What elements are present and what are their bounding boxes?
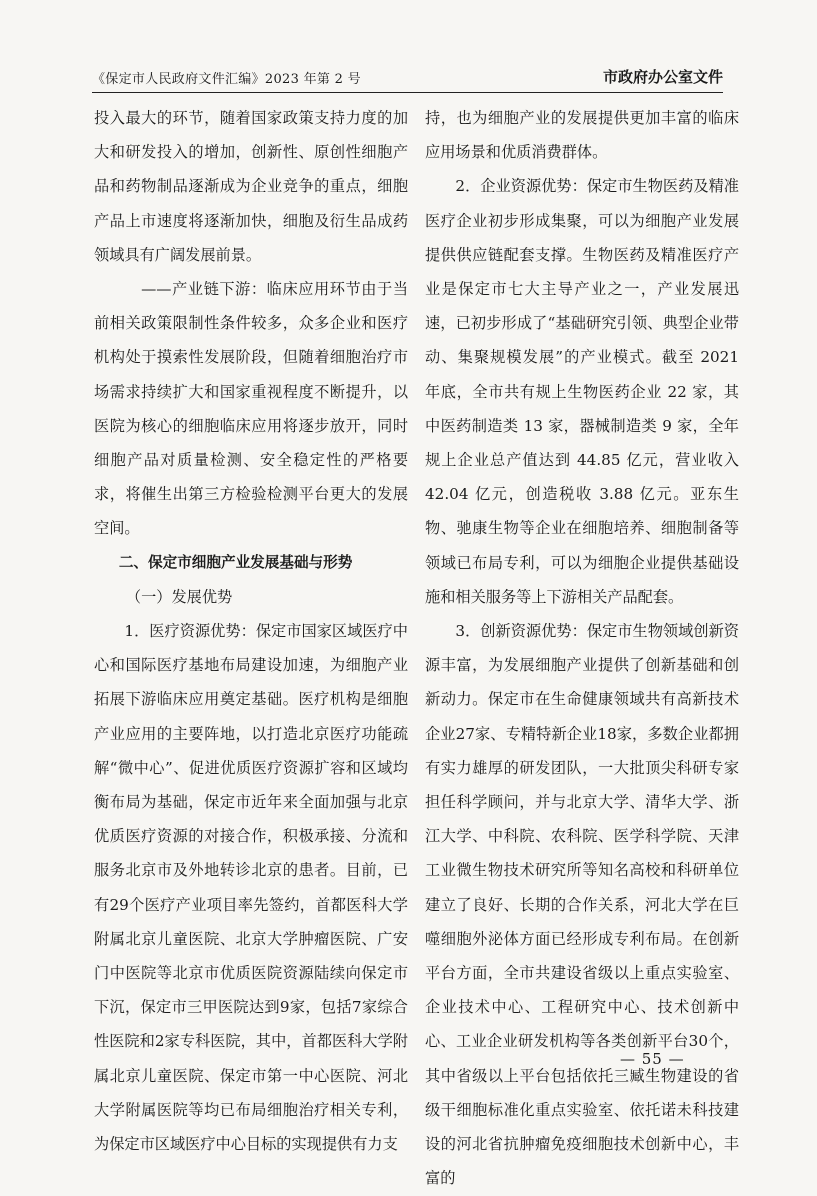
section-heading: 二、保定市细胞产业发展基础与形势: [118, 553, 353, 571]
right-column: [425, 101, 739, 1196]
paragraph: 投入最大的环节，随着国家政策支持力度的加大和研发投入的增加，创新性、原创性细胞产品和药物制品逐渐成为企业竞争的重点，细胞产品上市速度将逐渐加快，细胞及衍生品成药领域具有广阔发展前景。: [94, 109, 408, 264]
paragraph: 2．企业资源优势：保定市生物医药及精准医疗企业初步形成集聚，可以为细胞产业发展提供供应链配套支撑。生物医药及精准医疗产业是保定市七大主导产业之一，产业发展迅速，已初步形成了“基础研究引领、典型企业带动、集聚规模发展”的产业模式。截至 2021 年底，全市共有规上生物医药企业 22 家，其中医药制造类 13 家，器械制造类 9 家，全年规上企业总产值达到 44.85 亿元，营业收入 42.04 亿元，创造税收 3.88 亿元。亚东生物、驰康生物等企业在细胞培养、细胞制备等领域已布局专利，可以为细胞企业提供基础设施和相关服务等上下游相关产品配套。: [425, 177, 739, 606]
paragraph: 1．医疗资源优势：保定市国家区域医疗中心和国际医疗基地布局建设加速，为细胞产业拓展下游临床应用奠定基础。医疗机构是细胞产业应用的主要阵地，以打造北京医疗功能疏解“微中心”、促进优质医疗资源扩容和区域均衡布局为基础，保定市近年来全面加强与北京优质医疗资源的对接合作，积极承接、分流和服务北京市及外地转诊北京的患者。目前，已有29个医疗产业项目率先签约，首都医科大学附属北京儿童医院、北京大学肿瘤医院、广安门中医院等北京市优质医院资源陆续向保定市下沉，保定市三甲医院达到9家，包括7家综合性医院和2家专科医院，其中，首都医科大学附属北京儿童医院、保定市第一中心医院、河北大学附属医院等均已布局细胞治疗相关专利，为保定市区域医疗中心目标的实现提供有力支: [94, 622, 408, 1154]
left-column: [94, 101, 408, 1161]
subsection-heading: （一）发展优势: [125, 587, 233, 606]
publication-title: 《保定市人民政府文件汇编》2023 年第 2 号: [92, 72, 361, 87]
paragraph: 持，也为细胞产业的发展提供更加丰富的临床应用场景和优质消费群体。: [425, 109, 739, 162]
running-header: [92, 66, 723, 93]
paragraph: ——产业链下游：临床应用环节由于当前相关政策限制性条件较多，众多企业和医疗机构处于摸索性发展阶段，但随着细胞治疗市场需求持续扩大和国家重视程度不断提升，以医院为核心的细胞临床应用将逐步放开，同时细胞产品对质量检测、安全稳定性的严格要求，将催生出第三方检验检测平台更大的发展空间。: [94, 280, 408, 538]
page-number: — 55 —: [620, 1050, 685, 1068]
document-category: 市政府办公室文件: [602, 68, 723, 86]
paragraph: 3．创新资源优势：保定市生物领域创新资源丰富，为发展细胞产业提供了创新基础和创新动力。保定市在生命健康领域共有高新技术企业27家、专精特新企业18家，多数企业都拥有实力雄厚的研发团队，一大批顶尖科研专家担任科学顾问，并与北京大学、清华大学、浙江大学、中科院、农科院、医学科学院、天津工业微生物技术研究所等知名高校和科研单位建立了良好、长期的合作关系，河北大学在巨噬细胞外泌体方面已经形成专利布局。在创新平台方面，全市共建设省级以上重点实验室、企业技术中心、工程研究中心、技术创新中心、工业企业研发机构等各类创新平台30个，其中省级以上平台包括依托三臧生物建设的省级干细胞标准化重点实验室、依托诺未科技建设的河北省抗肿瘤免疫细胞技术创新中心，丰富的: [425, 622, 739, 1188]
